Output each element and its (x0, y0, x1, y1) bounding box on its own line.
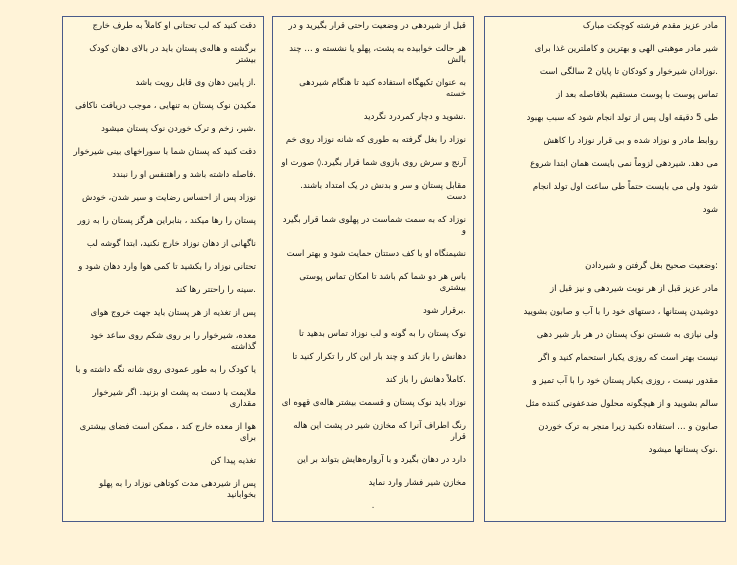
column-right (484, 16, 726, 522)
paragraph: .نشوید و دچار کمردرد نگردید (363, 112, 466, 122)
paragraph: مکیدن نوک پستان به تنهایی ، موجب دریافت ناکافی (75, 101, 256, 111)
right-top-section (492, 21, 718, 216)
paragraph: مخازن شیر فشار وارد نماید (368, 478, 466, 488)
paragraph: مادر عزیز قبل از هر نوبت شیردهی و نیز قبل از (549, 284, 718, 294)
paragraph: معده، شیرخوار را بر روی شکم روی ساعد خود گذاشته (90, 331, 256, 352)
paragraph: :وضعیت صحیح بغل گرفتن و شیردادن (585, 261, 718, 271)
paragraph: نشیمنگاه او با کف دستتان حمایت شود و بهتر است (286, 249, 466, 259)
paragraph: .از پایین دهان وی قابل رویت باشد (135, 78, 256, 88)
paragraph: .نوک پستانها میشود (648, 445, 718, 455)
paragraph: دقت کنید که لب تحتانی او کاملاً به طرف خارج (92, 21, 256, 31)
paragraph: هوا از معده خارج کند ، ممکن است فضای بیشتری برای (79, 422, 256, 443)
paragraph: دهانش را باز کند و چند بار این کار را تکرار کنید تا (292, 352, 466, 362)
paragraph: تحتانی نوزاد را بکشید تا کمی هوا وارد دهان شود و (78, 262, 256, 272)
paragraph: نوزاد را بغل گرفته به طوری که شانه نوزاد روی خم (285, 135, 466, 145)
paragraph: نوزاد که به سمت شماست در پهلوی شما قرار بگیرد و (282, 215, 466, 236)
paragraph: .شیر، زخم و ترک خوردن نوک پستان میشود (101, 124, 256, 134)
paragraph: .برقرار شود (423, 306, 466, 316)
paragraph: آرنج و سرش روی بازوی شما قرار بگیرد.◊ صورت او (281, 158, 466, 168)
paragraph: برگشته و هاله‌ی پستان باید در بالای دهان کودک بیشتر (89, 44, 256, 65)
paragraph: نوزاد باید نوک پستان و قسمت بیشتر هاله‌ی قهوه ای (281, 398, 466, 408)
paragraph: تماس پوست با پوست مستقیم بلافاصله بعد از (556, 90, 718, 100)
paragraph: .سینه را راحتتر رها کند (175, 285, 256, 295)
paragraph: ناگهانی از دهان نوزاد خارج نکنید، ابتدا گوشه لب (86, 239, 256, 249)
paragraph: پس از تغذیه از هر پستان باید جهت خروج هوای (90, 308, 256, 318)
paragraph: روابط مادر و نوزاد شده و بی قرار نوزاد را کاهش (543, 136, 718, 146)
paragraph: تغذیه پیدا کن (210, 456, 256, 466)
paragraph: به عنوان تکیهگاه استفاده کنید تا هنگام شیردهی خسته (299, 78, 466, 99)
paragraph: ملایمت با دست به پشت او بزنید. اگر شیرخوار مقداری (92, 388, 256, 409)
left-section (70, 21, 256, 501)
paragraph: مقابل پستان و سر و بدنش در یک امتداد باشند. دست (300, 181, 466, 202)
paragraph: نیست بهتر است که روزی یکبار استحمام کنید و اگر (538, 353, 718, 363)
paragraph: یا کودک را به طور عمودی روی شانه نگه داشته و با (75, 365, 256, 375)
paragraph: صابون و … استفاده نکنید زیرا منجر به ترک خوردن (538, 422, 718, 432)
paragraph: شود (702, 205, 718, 215)
paragraph: دقت کنید که پستان شما با سوراخهای بینی شیرخوار (73, 147, 256, 157)
paragraph: قبل از شیردهی در وضعیت راحتی قرار بگیرید و در (288, 21, 466, 31)
paragraph: می دهد. شیردهی لزوماً نمی بایست همان ابتدا شروع (530, 159, 718, 169)
column-left (62, 16, 264, 522)
paragraph: طی 5 دقیقه اول پس از تولد انجام شود که سبب بهبود (526, 113, 718, 123)
paragraph: دوشیدن پستانها ، دستهای خود را با آب و صابون بشویید (523, 307, 718, 317)
paragraph: شود ولی می بایست حتماً طی ساعت اول تولد انجام (532, 182, 718, 192)
page-bottom-edge (0, 565, 737, 570)
column-middle (272, 16, 474, 522)
paragraph: .نوزادان شیرخوار و کودکان تا پایان 2 سالگی است (539, 67, 718, 77)
column-spacer (492, 228, 718, 261)
paragraph: رنگ اطراف آنرا که مخازن شیر در پشت این هاله قرار (293, 421, 466, 442)
paragraph: نوک پستان را به گونه و لب نوزاد تماس بدهید تا (298, 329, 466, 339)
paragraph: شیر مادر موهبتی الهی و بهترین و کاملترین غذا برای (534, 44, 718, 54)
paragraph: نوزاد پس از احساس رضایت و سیر شدن، خودش (82, 193, 256, 203)
paragraph: پس از شیردهی مدت کوتاهی نوزاد را به پهلو بخوابانید (99, 479, 256, 500)
end-mark: . (371, 501, 375, 511)
middle-section (280, 21, 466, 489)
paragraph: ولی نیازی به شستن نوک پستان در هر بار شیر دهی (536, 330, 718, 340)
paragraph: سالم بشویید و از هیچگونه محلول ضدعفونی کننده مثل (525, 399, 718, 409)
right-bottom-section (492, 261, 718, 456)
paragraph: مادر عزیز مقدم فرشته کوچکت مبارک (582, 21, 718, 31)
paragraph: دارد در دهان بگیرد و با آرواره‌هایش بتواند بر این (296, 455, 466, 465)
paragraph: پستان را رها میکند ، بنابراین هرگز پستان را به زور (77, 216, 256, 226)
paragraph: باس هر دو شما کم باشد تا امکان تماس پوستی بیشتری (299, 272, 466, 293)
paragraph: .کاملاً دهانش را باز کند (385, 375, 466, 385)
paragraph: .فاصله داشته باشد و راهتنفس او را نبندد (112, 170, 256, 180)
paragraph: مقدور نیست ، روزی یکبار پستان خود را با آب تمیز و (532, 376, 718, 386)
paragraph: هر حالت خوابیده به پشت، پهلو یا نشسته و … چند بالش (289, 44, 466, 65)
